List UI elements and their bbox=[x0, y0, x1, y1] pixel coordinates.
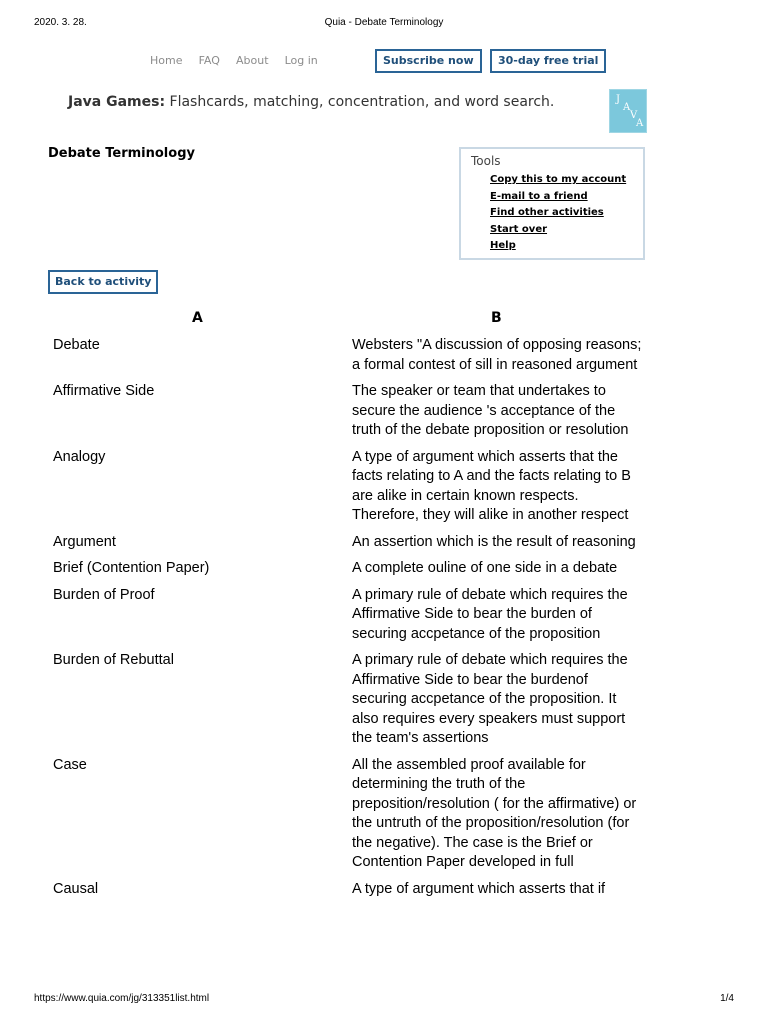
email-friend-link[interactable]: E-mail to a friend bbox=[490, 190, 588, 202]
term-cell: Burden of Proof bbox=[53, 586, 155, 603]
page-title: Debate Terminology bbox=[48, 146, 195, 161]
term-cell: Causal bbox=[53, 880, 99, 897]
table-row bbox=[0, 382, 768, 441]
print-footer bbox=[0, 993, 768, 1007]
tools-title: Tools bbox=[471, 154, 501, 168]
page-clip bbox=[0, 980, 768, 992]
definition-cell: A type of argument which asserts that if bbox=[352, 880, 606, 897]
java-logo-icon[interactable]: J A V A bbox=[609, 89, 647, 133]
nav-home-link[interactable]: Home bbox=[150, 54, 183, 67]
print-url: https://www.quia.com/jg/313351list.html bbox=[34, 993, 210, 1004]
start-over-link[interactable]: Start over bbox=[490, 223, 548, 235]
definition-cell: An assertion which is the result of reasoning bbox=[352, 533, 636, 550]
java-games-promo[interactable] bbox=[68, 94, 554, 110]
definition-cell: A primary rule of debate which requires the Affirmative Side to bear the burden of securing accpetance of the proposition bbox=[352, 586, 628, 642]
definition-cell: Websters "A discussion of opposing reasons; a formal contest of sill in reasoned argument bbox=[352, 337, 642, 373]
top-nav bbox=[150, 49, 329, 71]
definition-cell: A type of argument which asserts that the facts relating to A and the facts relating to B are alike in certain known respects. Therefore, they will alike in another respect bbox=[352, 448, 631, 523]
definition-cell: A primary rule of debate which requires the Affirmative Side to bear the burdenof securing accpetance of the proposition. It also requires every speakers must support the team's assertions bbox=[352, 652, 628, 746]
table-row bbox=[0, 880, 768, 900]
java-games-text: Flashcards, matching, concentration, and word search. bbox=[165, 94, 555, 110]
definition-cell: All the assembled proof available for determining the truth of the preposition/resolution ( for the affirmative) or the untruth of the proposition/resolution (for the negative). The case is the Brief or Contention Paper developed in full bbox=[352, 756, 637, 870]
terms-table bbox=[0, 336, 768, 906]
print-page-number: 1/4 bbox=[720, 993, 734, 1004]
table-row bbox=[0, 559, 768, 579]
term-cell: Debate bbox=[53, 337, 100, 353]
print-header bbox=[0, 17, 768, 31]
term-cell: Affirmative Side bbox=[53, 383, 155, 399]
table-row bbox=[0, 586, 768, 645]
free-trial-button[interactable]: 30-day free trial bbox=[490, 49, 606, 73]
definition-cell: The speaker or team that undertakes to secure the audience 's acceptance of the truth of the debate proposition or resolution bbox=[352, 383, 629, 438]
java-games-label: Java Games: bbox=[68, 94, 166, 110]
nav-about-link[interactable]: About bbox=[235, 54, 269, 67]
tools-panel bbox=[459, 147, 645, 260]
help-link[interactable]: Help bbox=[490, 240, 516, 251]
table-row bbox=[0, 336, 768, 375]
find-activities-link[interactable]: Find other activities bbox=[490, 207, 604, 218]
term-cell: Brief (Contention Paper) bbox=[53, 560, 210, 576]
back-to-activity-button[interactable]: Back to activity bbox=[48, 270, 158, 294]
copy-to-account-link[interactable]: Copy this to my account bbox=[490, 174, 627, 185]
term-cell: Analogy bbox=[53, 448, 106, 465]
table-row bbox=[0, 448, 768, 526]
table-row bbox=[0, 651, 768, 749]
term-cell: Case bbox=[53, 756, 87, 773]
table-row bbox=[0, 756, 768, 873]
definition-cell: A complete ouline of one side in a debate bbox=[352, 560, 618, 576]
print-title: Quia - Debate Terminology bbox=[324, 17, 444, 28]
nav-faq-link[interactable]: FAQ bbox=[198, 54, 220, 67]
table-row bbox=[0, 533, 768, 553]
nav-login-link[interactable]: Log in bbox=[284, 54, 318, 67]
column-header-a: A bbox=[192, 310, 203, 326]
term-cell: Burden of Rebuttal bbox=[53, 652, 174, 668]
subscribe-button[interactable]: Subscribe now bbox=[375, 49, 482, 73]
print-date: 2020. 3. 28. bbox=[34, 17, 87, 28]
column-header-b: B bbox=[491, 310, 502, 326]
term-cell: Argument bbox=[53, 533, 116, 550]
